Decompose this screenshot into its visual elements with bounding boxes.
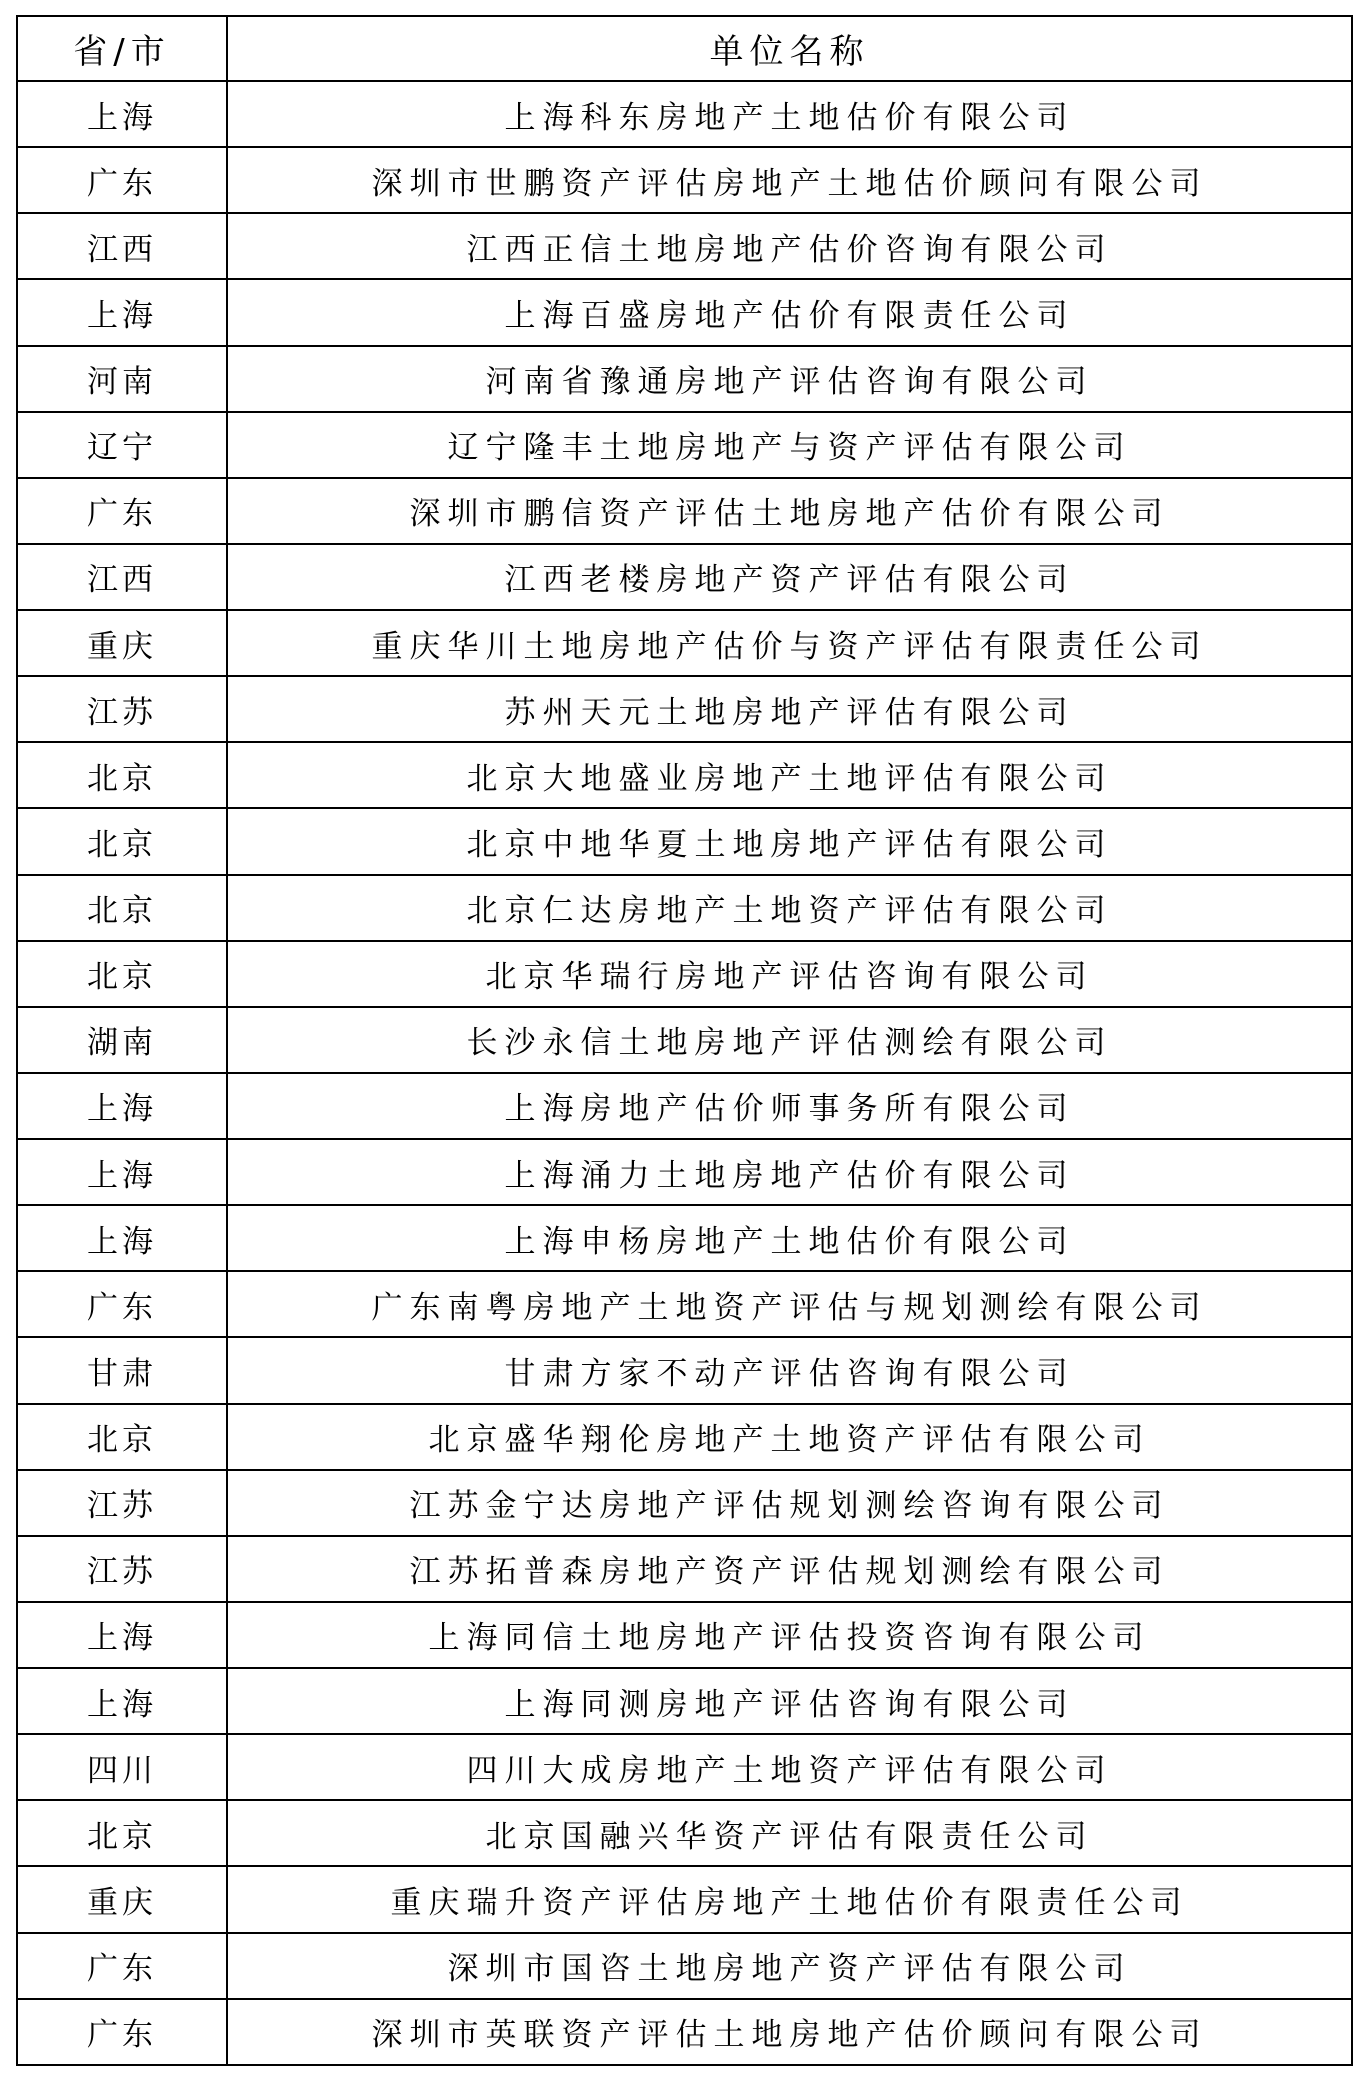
table-row [17, 875, 1352, 941]
province-cell: 北京 [17, 1800, 227, 1866]
province-cell: 上海 [17, 81, 227, 147]
province-cell: 江苏 [17, 1470, 227, 1536]
table-row [17, 213, 1352, 279]
province-cell: 辽宁 [17, 412, 227, 478]
province-cell: 上海 [17, 1139, 227, 1205]
table-row [17, 81, 1352, 147]
table-body [17, 81, 1352, 2065]
table-row [17, 346, 1352, 412]
company-name-cell: 深圳市世鹏资产评估房地产土地估价顾问有限公司 [227, 147, 1352, 213]
table-header [17, 16, 1352, 81]
table-row [17, 544, 1352, 610]
province-cell: 上海 [17, 1602, 227, 1668]
company-name-cell: 四川大成房地产土地资产评估有限公司 [227, 1734, 1352, 1800]
company-name-cell: 上海百盛房地产估价有限责任公司 [227, 279, 1352, 345]
table-row [17, 1734, 1352, 1800]
table-row [17, 1668, 1352, 1734]
table-row [17, 1139, 1352, 1205]
province-cell: 河南 [17, 346, 227, 412]
header-company: 单位名称 [227, 16, 1352, 81]
province-cell: 江西 [17, 213, 227, 279]
company-name-cell: 上海申杨房地产土地估价有限公司 [227, 1205, 1352, 1271]
table-row [17, 1536, 1352, 1602]
table-row [17, 1007, 1352, 1073]
table-row [17, 676, 1352, 742]
company-name-cell: 重庆瑞升资产评估房地产土地估价有限责任公司 [227, 1866, 1352, 1932]
province-cell: 广东 [17, 1271, 227, 1337]
table-row [17, 1800, 1352, 1866]
province-cell: 上海 [17, 1668, 227, 1734]
table-row [17, 412, 1352, 478]
province-cell: 广东 [17, 1999, 227, 2065]
province-cell: 广东 [17, 478, 227, 544]
company-name-cell: 上海科东房地产土地估价有限公司 [227, 81, 1352, 147]
province-cell: 北京 [17, 808, 227, 874]
table-row [17, 610, 1352, 676]
company-name-cell: 北京华瑞行房地产评估咨询有限公司 [227, 941, 1352, 1007]
company-name-cell: 北京盛华翔伦房地产土地资产评估有限公司 [227, 1404, 1352, 1470]
company-name-cell: 辽宁隆丰土地房地产与资产评估有限公司 [227, 412, 1352, 478]
company-name-cell: 广东南粤房地产土地资产评估与规划测绘有限公司 [227, 1271, 1352, 1337]
province-cell: 重庆 [17, 610, 227, 676]
company-name-cell: 甘肃方家不动产评估咨询有限公司 [227, 1337, 1352, 1403]
company-name-cell: 北京中地华夏土地房地产评估有限公司 [227, 808, 1352, 874]
province-cell: 北京 [17, 875, 227, 941]
company-name-cell: 江苏拓普森房地产资产评估规划测绘有限公司 [227, 1536, 1352, 1602]
company-name-cell: 上海同信土地房地产评估投资咨询有限公司 [227, 1602, 1352, 1668]
company-name-cell: 江西正信土地房地产估价咨询有限公司 [227, 213, 1352, 279]
company-name-cell: 河南省豫通房地产评估咨询有限公司 [227, 346, 1352, 412]
table-row [17, 1999, 1352, 2065]
table-row [17, 147, 1352, 213]
company-name-cell: 江苏金宁达房地产评估规划测绘咨询有限公司 [227, 1470, 1352, 1536]
province-cell: 广东 [17, 147, 227, 213]
province-cell: 上海 [17, 1205, 227, 1271]
header-row [17, 16, 1352, 81]
company-name-cell: 深圳市鹏信资产评估土地房地产估价有限公司 [227, 478, 1352, 544]
province-cell: 甘肃 [17, 1337, 227, 1403]
table-row [17, 941, 1352, 1007]
company-name-cell: 上海同测房地产评估咨询有限公司 [227, 1668, 1352, 1734]
company-name-cell: 上海涌力土地房地产估价有限公司 [227, 1139, 1352, 1205]
table-row [17, 1205, 1352, 1271]
province-cell: 广东 [17, 1933, 227, 1999]
province-cell: 北京 [17, 1404, 227, 1470]
table-row [17, 1866, 1352, 1932]
company-name-cell: 长沙永信土地房地产评估测绘有限公司 [227, 1007, 1352, 1073]
province-cell: 江苏 [17, 676, 227, 742]
table-row [17, 1073, 1352, 1139]
province-cell: 重庆 [17, 1866, 227, 1932]
table-row [17, 742, 1352, 808]
table-row [17, 478, 1352, 544]
company-name-cell: 北京国融兴华资产评估有限责任公司 [227, 1800, 1352, 1866]
province-cell: 上海 [17, 1073, 227, 1139]
province-cell: 四川 [17, 1734, 227, 1800]
table-row [17, 1404, 1352, 1470]
province-cell: 北京 [17, 941, 227, 1007]
company-name-cell: 北京大地盛业房地产土地评估有限公司 [227, 742, 1352, 808]
table-row [17, 1933, 1352, 1999]
company-name-cell: 北京仁达房地产土地资产评估有限公司 [227, 875, 1352, 941]
province-cell: 江西 [17, 544, 227, 610]
province-cell: 北京 [17, 742, 227, 808]
table-row [17, 808, 1352, 874]
table-row [17, 1271, 1352, 1337]
company-name-cell: 深圳市英联资产评估土地房地产估价顾问有限公司 [227, 1999, 1352, 2065]
company-name-cell: 深圳市国咨土地房地产资产评估有限公司 [227, 1933, 1352, 1999]
province-cell: 上海 [17, 279, 227, 345]
company-name-cell: 上海房地产估价师事务所有限公司 [227, 1073, 1352, 1139]
header-province: 省/市 [17, 16, 227, 81]
company-name-cell: 江西老楼房地产资产评估有限公司 [227, 544, 1352, 610]
table-row [17, 1470, 1352, 1536]
province-cell: 江苏 [17, 1536, 227, 1602]
table-row [17, 1602, 1352, 1668]
company-registry-table [16, 15, 1353, 2066]
company-name-cell: 苏州天元土地房地产评估有限公司 [227, 676, 1352, 742]
table-row [17, 279, 1352, 345]
table-row [17, 1337, 1352, 1403]
province-cell: 湖南 [17, 1007, 227, 1073]
company-name-cell: 重庆华川土地房地产估价与资产评估有限责任公司 [227, 610, 1352, 676]
